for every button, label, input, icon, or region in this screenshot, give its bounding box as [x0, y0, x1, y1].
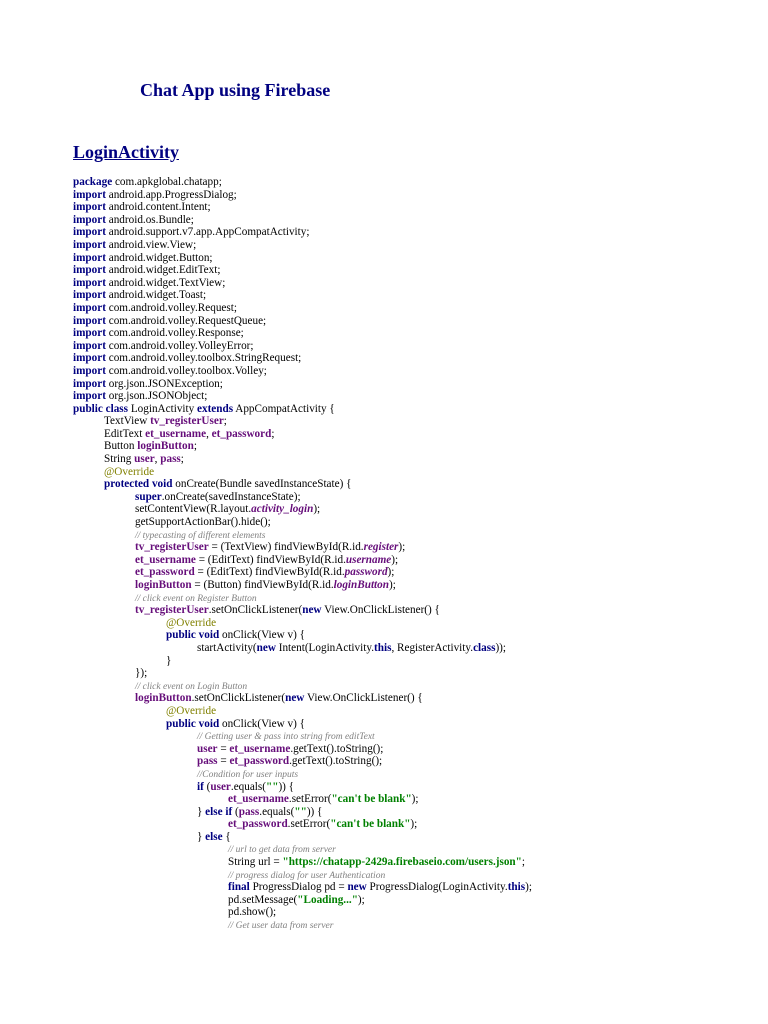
code-token: ); [411, 793, 419, 806]
code-token: pass [197, 755, 218, 768]
code-token: loginButton [333, 579, 389, 591]
code-token: ); [387, 566, 395, 579]
code-token: android.widget.Button; [105, 251, 213, 264]
code-line [73, 516, 532, 529]
code-token: com.android.volley.VolleyError; [105, 339, 254, 352]
code-token: )) { [278, 780, 295, 793]
code-token: // url to get data from server [228, 845, 336, 856]
code-token: user [210, 780, 231, 793]
code-line [73, 415, 532, 428]
code-token: com.android.volley.Request; [105, 301, 237, 314]
code-line [73, 340, 532, 353]
code-token: = [217, 742, 230, 755]
code-line [73, 793, 532, 806]
code-token: "can't be blank" [331, 793, 412, 806]
code-line [73, 579, 532, 592]
section-heading: LoginActivity [73, 142, 179, 162]
code-token: new [302, 604, 322, 617]
code-token: et_password [228, 818, 288, 831]
code-token: = (EditText) findViewById(R.id. [194, 566, 345, 579]
code-line [73, 667, 532, 680]
code-line [73, 239, 532, 252]
code-line [73, 680, 532, 693]
code-line [73, 617, 532, 630]
code-token: AppCompatActivity { [233, 402, 335, 415]
code-line [73, 189, 532, 202]
code-token: ( [232, 805, 239, 818]
code-token: // Get user data from server [228, 921, 334, 932]
code-token: final [228, 881, 250, 894]
code-token: new [285, 692, 305, 705]
code-token: Button [104, 440, 138, 453]
code-token: = [217, 755, 230, 768]
code-line [73, 881, 532, 894]
code-token: ); [391, 553, 399, 566]
code-token: EditText [104, 427, 146, 440]
code-line [73, 604, 532, 617]
code-token: } [197, 830, 206, 843]
code-line [73, 440, 532, 453]
code-token: pass [160, 453, 181, 466]
code-token: } [197, 805, 206, 818]
code-line [73, 730, 532, 743]
code-token: activity_login [251, 503, 314, 516]
code-token: ProgressDialog(LoginActivity. [366, 881, 508, 894]
code-token: import [73, 377, 106, 390]
code-token: super [135, 490, 162, 503]
code-token: import [73, 289, 106, 302]
code-token: pd.setMessage( [228, 893, 298, 906]
code-token: Intent(LoginActivity. [275, 641, 375, 654]
code-token: )); [495, 641, 506, 654]
code-token: ; [271, 427, 275, 440]
code-token: import [73, 301, 106, 314]
code-token: import [73, 251, 106, 264]
code-token: ; [193, 440, 197, 453]
code-token: register [363, 541, 399, 554]
code-token: import [73, 213, 106, 226]
document-title: Chat App using Firebase [140, 80, 331, 100]
code-token: password [344, 566, 388, 579]
code-token: @Override [104, 465, 155, 478]
code-token: package [73, 176, 113, 188]
code-token: et_password [211, 427, 272, 440]
code-line [73, 252, 532, 265]
code-token: .getText().toString(); [290, 742, 384, 755]
code-token: , [206, 427, 212, 440]
code-listing [73, 176, 532, 932]
code-token: ); [313, 503, 321, 516]
code-line [73, 214, 532, 227]
code-line [73, 327, 532, 340]
code-token: // progress dialog for user Authentication [228, 870, 386, 881]
code-line [73, 592, 532, 605]
code-token: .equals( [230, 780, 266, 793]
code-token: android.view.View; [105, 238, 197, 251]
code-token: android.app.ProgressDialog; [105, 188, 237, 201]
code-token: class [473, 641, 496, 654]
code-token: // typecasting of different elements [135, 530, 266, 541]
code-token: org.json.JSONException; [105, 377, 223, 390]
code-token: //Condition for user inputs [197, 769, 299, 780]
code-token: tv_registerUser [135, 541, 209, 554]
code-token: { [222, 830, 231, 843]
code-line [73, 541, 532, 554]
code-line [73, 289, 532, 302]
code-token: android.widget.EditText; [105, 264, 221, 277]
code-token: startActivity( [197, 641, 257, 654]
code-line [73, 302, 532, 315]
code-token: tv_registerUser [135, 604, 209, 617]
code-token: ); [388, 579, 396, 591]
code-token: new [347, 881, 367, 894]
code-token: ); [357, 893, 365, 906]
code-token: import [73, 226, 106, 239]
code-line [73, 919, 532, 932]
code-line [73, 831, 532, 844]
code-token: ); [525, 881, 532, 894]
code-line [73, 781, 532, 794]
code-token: ); [410, 818, 418, 831]
code-token: et_password [229, 755, 290, 768]
code-token: org.json.JSONObject; [105, 390, 208, 403]
code-line [73, 365, 532, 378]
code-token: user [197, 742, 218, 755]
code-token: public void [166, 717, 220, 730]
code-token: import [73, 264, 106, 277]
code-token: if [197, 780, 204, 793]
code-token: .setError( [287, 818, 331, 831]
code-token: this [374, 641, 392, 654]
code-token: @Override [166, 704, 217, 717]
code-token: android.content.Intent; [105, 201, 211, 214]
code-token: "https://chatapp-2429a.firebaseio.com/users.json" [282, 856, 522, 869]
code-token: import [73, 314, 106, 327]
code-line [73, 692, 532, 705]
code-token: "can't be blank" [330, 818, 411, 831]
code-token: import [73, 201, 106, 214]
code-token: ; [521, 856, 525, 869]
code-line [73, 655, 532, 668]
code-token: extends [197, 402, 234, 415]
code-token: android.os.Bundle; [105, 213, 194, 226]
code-token: )) { [306, 805, 323, 818]
code-line [73, 843, 532, 856]
code-line [73, 755, 532, 768]
code-token: ProgressDialog pd = [249, 881, 348, 894]
code-token: ); [398, 541, 406, 554]
code-token: ; [180, 453, 184, 466]
code-line [73, 315, 532, 328]
code-token: , RegisterActivity. [391, 641, 474, 654]
code-token: android.widget.TextView; [105, 276, 226, 289]
code-token: // click event on Register Button [135, 593, 257, 604]
code-token: onClick(View v) { [219, 717, 305, 730]
code-token: String url = [228, 856, 283, 869]
code-token: "Loading..." [297, 893, 358, 906]
code-token: .getText().toString(); [289, 755, 383, 768]
code-token: com.android.volley.toolbox.Volley; [105, 364, 267, 377]
code-line [73, 718, 532, 731]
code-token: loginButton [135, 579, 192, 591]
code-line [73, 478, 532, 491]
code-line [73, 226, 532, 239]
code-line [73, 352, 532, 365]
code-line [73, 806, 532, 819]
code-token: et_password [135, 566, 195, 579]
code-token: android.widget.Toast; [105, 289, 207, 302]
code-token: = (EditText) findViewById(R.id. [195, 553, 346, 566]
code-line [73, 176, 532, 189]
code-line [73, 201, 532, 214]
code-token: .onCreate(savedInstanceState); [161, 490, 301, 503]
code-token: et_username [135, 553, 196, 566]
code-token: "" [266, 780, 279, 793]
code-token: // click event on Login Button [135, 681, 248, 692]
code-token: com.apkglobal.chatapp; [112, 176, 222, 188]
code-line [73, 264, 532, 277]
code-line [73, 453, 532, 466]
code-line [73, 629, 532, 642]
code-line [73, 390, 532, 403]
code-token: protected void [104, 478, 173, 491]
code-token: } [166, 654, 172, 667]
code-line [73, 403, 532, 416]
code-token: .setOnClickListener( [208, 604, 303, 617]
code-line [73, 503, 532, 516]
code-token: View.OnClickListener() { [321, 604, 440, 617]
code-line [73, 818, 532, 831]
code-line [73, 894, 532, 907]
code-line [73, 491, 532, 504]
code-line [73, 856, 532, 869]
code-token: username [345, 553, 392, 566]
code-line [73, 743, 532, 756]
code-token: TextView [104, 415, 151, 428]
code-token: ; [223, 415, 227, 428]
code-token: com.android.volley.toolbox.StringRequest; [105, 352, 302, 365]
code-token: // Getting user & pass into string from editText [197, 732, 375, 743]
code-token: String [104, 453, 135, 466]
code-token: else if [205, 805, 233, 818]
code-token: import [73, 188, 106, 201]
code-token: .equals( [259, 805, 295, 818]
code-token: import [73, 327, 106, 340]
code-token: et_username [228, 793, 289, 806]
code-token: public void [166, 629, 220, 642]
code-token: com.android.volley.RequestQueue; [105, 314, 267, 327]
code-token: et_username [145, 427, 207, 440]
code-token: import [73, 390, 106, 403]
code-token: import [73, 276, 106, 289]
code-token: com.android.volley.Response; [105, 327, 244, 340]
code-token: loginButton [135, 692, 192, 705]
code-token: .setOnClickListener( [191, 692, 286, 705]
code-token: getSupportActionBar().hide(); [135, 516, 271, 529]
code-token: LoginActivity [128, 402, 198, 415]
code-line [73, 566, 532, 579]
code-token: = (TextView) findViewById(R.id. [208, 541, 364, 554]
code-token: pass [238, 805, 260, 818]
code-token: import [73, 339, 106, 352]
code-token: user [134, 453, 155, 466]
code-token: import [73, 364, 106, 377]
code-token: android.support.v7.app.AppCompatActivity; [105, 226, 310, 239]
code-token: }); [135, 667, 148, 680]
code-token: ( [203, 780, 211, 793]
code-token: this [507, 881, 526, 894]
code-token: loginButton [137, 440, 194, 453]
code-token: View.OnClickListener() { [304, 692, 423, 705]
code-token: setContentView(R.layout. [135, 503, 252, 516]
code-token: pd.show(); [228, 906, 277, 919]
code-token: tv_registerUser [150, 415, 224, 428]
code-token: = (Button) findViewById(R.id. [191, 579, 334, 591]
code-line [73, 277, 532, 290]
code-token: onCreate(Bundle savedInstanceState) { [172, 478, 352, 491]
code-token: @Override [166, 616, 217, 629]
code-token: import [73, 238, 106, 251]
code-token: .setError( [288, 793, 332, 806]
code-line [73, 768, 532, 781]
code-token: else [205, 830, 223, 843]
code-line [73, 428, 532, 441]
code-token: "" [294, 805, 307, 818]
code-line [73, 378, 532, 391]
code-line [73, 642, 532, 655]
code-line [73, 906, 532, 919]
code-token: import [73, 352, 106, 365]
code-line [73, 529, 532, 542]
code-line [73, 705, 532, 718]
code-line [73, 466, 532, 479]
code-token: public class [73, 402, 129, 415]
code-line [73, 869, 532, 882]
code-token: , [154, 453, 161, 466]
code-token: new [256, 641, 276, 654]
code-token: et_username [229, 742, 291, 755]
code-token: onClick(View v) { [219, 629, 305, 642]
code-line [73, 554, 532, 567]
